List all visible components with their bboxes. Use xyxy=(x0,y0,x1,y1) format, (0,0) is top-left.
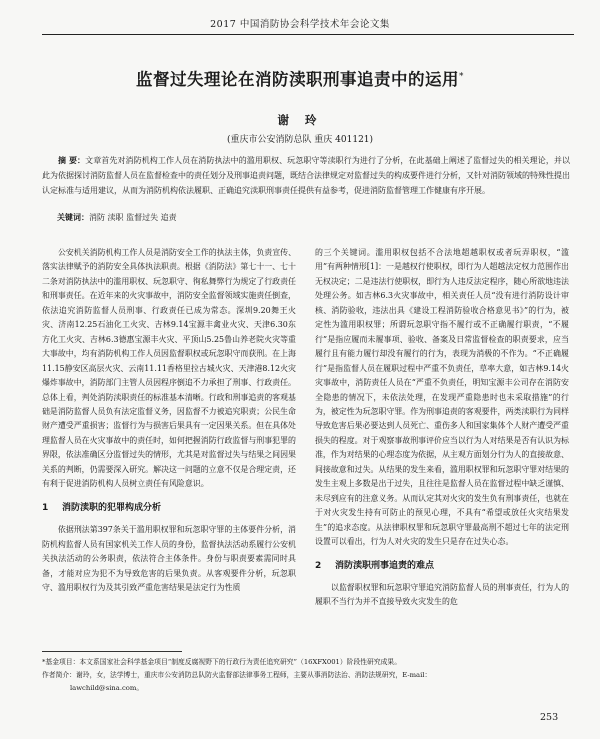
abstract-label: 摘 要： xyxy=(58,156,86,165)
header-rule xyxy=(42,34,574,35)
body-paragraph: 依据刑法第397条关于滥用职权罪和玩忽职守罪的主体要件分析，消防机构监督人员有国家机关工作人员的身份，监督执法活动系履行公安机关执法活动的公务职责，依法符合主体条件。身份与职责要素需同时具备，才能对应为犯不为导致危害的后果负责。从客观要件分析，玩忽职守、滥用职权行为及其引致严重危害结果是法定行为性质 xyxy=(42,525,296,592)
body-paragraph: 公安机关消防机构工作人员是消防安全工作的执法主体，负责宣传、落实法律赋予的消防安全具体执法职责。根据《消防法》第七十一、七十二条对消防执法中的滥用职权、玩忽职守、徇私舞弊行为规定了行政责任和刑事责任。在近年来的火灾事故中，消防安全监督领域实施责任倒查，依法追究消防监督人员刑事、行政责任已成为常态。深圳9.20舞王火灾、济南12.25石油化工火灾、吉林9.14宝源丰禽业火灾、天津6.30东方化工火灾、吉林6.3德惠宝源丰火灾、平顶山5.25鲁山养老院火灾等重大事故中，均有消防机构工作人员因监督职权或玩忽职守而获刑。在上海11.15静安区高层火灾、云南11.11香格里拉古城火灾、天津港8.12火灾爆炸事故中，消防部门主管人员因程序倒追不力承担了刑事、行政责任。总体上看，判处消防渎职责任的标准基本清晰。行政和刑事追责的客观基础是消防监督人员负有法定监督义务，因监督不力被追究职责；公民生命财产遭受严重损害；监督行为与损害后果具有一定因果关系。但在具体处理监督人员在火灾事故中的责任时，如何把握消防行政监督与刑事犯罪的界限，依法准确区分监督过失的情形，尤其是对监督过失与结果之间因果关系的判断，仍需要深入研究。解决这一问题的立意不仅是合理定责，还有利于促进消防机构人员树立责任有风险意识。 xyxy=(42,248,297,489)
author-affiliation: (重庆市公安消防总队 重庆 401121) xyxy=(226,135,374,145)
paper-title-text: 监督过失理论在消防渎职刑事追责中的运用 xyxy=(136,70,459,89)
footnote xyxy=(42,656,574,695)
body-paragraph: 以监督职权罪和玩忽职守罪追究消防监督人员的刑事责任，行为人的履职不当行为并不直接导致火灾发生的危 xyxy=(315,582,570,607)
body-column-right xyxy=(315,246,569,610)
footnote-line: 作者简介：谢玲，女，法学博士，重庆市公安消防总队防火监督部法律事务工程师，主要从事消防法治、消防法规研究，E-mail： xyxy=(42,671,432,679)
footnote-rule xyxy=(42,651,182,652)
keywords-terms: 消防 渎职 监督过失 追责 xyxy=(89,213,177,222)
footnote-line: *基金项目：本文系国家社会科学基金项目“制度反腐视野下的行政行为责任追究研究”（16XFX001）阶段性研究成果。 xyxy=(42,658,402,666)
body-column-left xyxy=(42,246,296,595)
page-number: 253 xyxy=(540,712,559,723)
section-number: 1 xyxy=(42,502,49,513)
abstract-text: 文章首先对消防机构工作人员在消防执法中的滥用职权、玩忽职守等渎职行为进行了分析，在此基础上阐述了监督过失的相关理论，并以此为依据探讨消防监督人员在监督检查中的责任划分及刑事追责问题，既结合法律规定对监督过失的构成要件进行分析，又针对消防领域的特殊性提出认定标准与适用建议，从而为消防机构依法履职、正确追究渎职刑事责任提供有益参考，促进消防监督管理工作健康有序开展。 xyxy=(42,156,570,195)
section-heading-1 xyxy=(42,501,296,515)
section-title: 消防渎职刑事追责的难点 xyxy=(335,560,435,571)
section-heading-2 xyxy=(315,559,569,573)
title-footnote-mark: * xyxy=(459,71,464,82)
body-paragraph: 的三个关键词。滥用职权包括不合法地超越职权或者玩弄职权，“滥用”有两种情形[1]：一是越权行使职权，即行为人超越法定权力范围作出无权决定；二是违法行使职权，即行为人违反法定程序，随心所欲地违法处理公务。如吉林6.3火灾事故中，相关责任人员“没有进行消防设计审核、消防验收，违法出具《建设工程消防验收合格意见书》”的行为，被定性为滥用职权罪；所谓玩忽职守指不履行或不正确履行职责，“不履行”是指应履而未履事项、验收、备案及日常监督检查的职责要求，应当履行且有能力履行却没有履行的行为，表现为消极的不作为。“不正确履行”是指监督人员在履职过程中严重不负责任，草率大意，如吉林9.14火灾事故中，消防责任人员在“严重不负责任，明知宝源丰公司存在消防安全隐患的情况下，未依法处理，在发现严重隐患时也未采取措施”的行为，被定性为玩忽职守罪。作为刑事追责的客观要件，两类渎职行为同样导致危害后果必要达到人员死亡、重伤多人和国家集体个人财产遭受严重损失的程度。对于观察事故刑事评价应当以行为人对结果是否有认识为标准，作为对结果的心理态度为依据，从主观方面划分行为人的直接故意、间接故意和过失。从结果的发生来看，滥用职权罪和玩忽职守罪对结果的发生主观上多数是出于过失，且往往是监督人员在监督过程中缺乏谨慎、未尽到应有的注意义务。从而认定其对火灾的发生负有刑事责任，也就在于对火灾发生持有可防止的预见心理，不具有“希望或放任火灾结果发生”的追求态度。从法律职权罪和玩忽职守罪最高刑不超过七年的法定刑设置可以看出，行为人对火灾的发生只是存在过失心态。 xyxy=(315,248,569,547)
keywords xyxy=(57,211,571,225)
author-name: 谢 玲 xyxy=(277,113,323,127)
keywords-label: 关键词： xyxy=(57,213,89,222)
section-title: 消防渎职的犯罪构成分析 xyxy=(62,502,162,513)
section-number: 2 xyxy=(315,560,322,571)
footnote-line: lawchild@sina.com。 xyxy=(70,684,144,692)
paper-title xyxy=(0,66,600,90)
running-head: 2017 中国消防协会科学技术年会论文集 xyxy=(210,19,390,30)
abstract xyxy=(42,154,570,198)
